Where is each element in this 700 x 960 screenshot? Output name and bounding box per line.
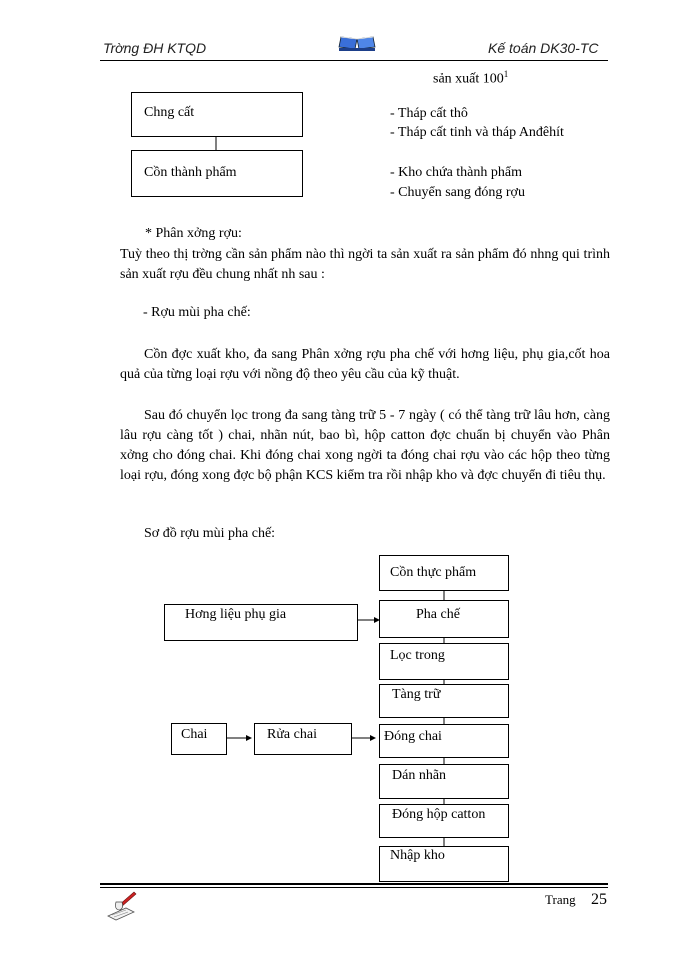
flow-step-label: Cồn thực phẩm	[390, 565, 477, 580]
sub-heading: - Rợu mùi pha chế:	[143, 305, 251, 320]
page-label: Trang	[545, 892, 576, 907]
paragraph-1	[120, 345, 610, 385]
flow-step-label: Đóng hộp catton	[392, 807, 486, 822]
box-chung-cat	[131, 92, 303, 137]
paragraph-2-text: Sau đó chuyển lọc trong đa sang tàng trữ 5 - 7 ngày ( có thể tàng trữ lâu hơn, càng lâu rợu càng tốt ) chai, nhãn nút, bao bì, hộp catton đợc chuẩn bị chuyển vào Phân xởng cho đóng chai. Khi đóng chai xong ngời ta đóng chai rợu vào các hộp theo từng loại rợu, đóng xong đợc bộ phận KCS kiểm tra rồi nhập kho và đợc chuyển đi tiêu thụ.	[120, 408, 610, 483]
flow-step-pha-che	[379, 600, 509, 638]
side-input-huong-lieu	[164, 604, 358, 641]
top-chart-caption: sản xuất $100^1$	[433, 69, 509, 87]
flow-step-label: Nhập kho	[390, 848, 445, 863]
note-item: - Tháp cất tinh và tháp Anđêhít	[390, 125, 564, 140]
note-item: - Tháp cất thô	[390, 106, 468, 121]
writing-hand-icon	[104, 890, 140, 929]
footer-rule	[100, 883, 608, 885]
intro-paragraph	[120, 245, 610, 285]
flow-step-con-thuc-pham	[379, 555, 509, 591]
diagram-title: Sơ đồ rợu mùi pha chế:	[144, 526, 276, 541]
footer-rule-thin	[100, 887, 608, 888]
flow-step-dong-hop-catton	[379, 804, 509, 838]
bottle-step-rua-chai	[254, 723, 352, 755]
bottle-step-label: Rửa chai	[267, 727, 317, 742]
section-heading: * Phân xởng rợu:	[145, 226, 242, 241]
flow-step-loc-trong	[379, 643, 509, 680]
paragraph-1-text: Cồn đợc xuất kho, đa sang Phân xởng rợu pha chế với hơng liệu, phụ gia,cốt hoa quả của từng loại rợu với nồng độ theo yêu cầu của kỹ thuật.	[120, 347, 610, 382]
note-item: - Kho chứa thành phẩm	[390, 165, 522, 180]
flow-step-nhap-kho	[379, 846, 509, 882]
intro-text: Tuỳ theo thị trờng cần sản phẩm nào thì ngời ta sản xuất ra sản phẩm đó nhng qui trình sản xuất rợu đều chung nhất nh sau :	[120, 247, 610, 282]
header-left: Trờng ĐH KTQD	[103, 40, 207, 56]
box-label: Chng cất	[144, 105, 195, 120]
flow-step-dan-nhan	[379, 764, 509, 799]
flow-step-label: Đóng chai	[384, 729, 442, 744]
bottle-step-chai	[171, 723, 227, 755]
box-con-thanh-pham	[131, 150, 303, 197]
flow-step-label: Lọc trong	[390, 648, 445, 663]
side-input-label: Hơng liệu phụ gia	[185, 607, 287, 622]
flow-step-tang-tru	[379, 684, 509, 718]
note-item: - Chuyển sang đóng rợu	[390, 185, 525, 200]
flow-step-label: Pha chế	[416, 607, 460, 622]
header-right: Kế toán DK30-TC	[488, 40, 599, 56]
bottle-step-label: Chai	[181, 727, 208, 742]
page-number: 25	[591, 891, 607, 908]
box-label: Cồn thành phẩm	[144, 165, 237, 180]
flow-step-dong-chai	[379, 724, 509, 758]
paragraph-2	[120, 406, 610, 486]
flow-step-label: Tàng trữ	[392, 687, 441, 702]
flow-step-label: Dán nhãn	[392, 768, 447, 783]
